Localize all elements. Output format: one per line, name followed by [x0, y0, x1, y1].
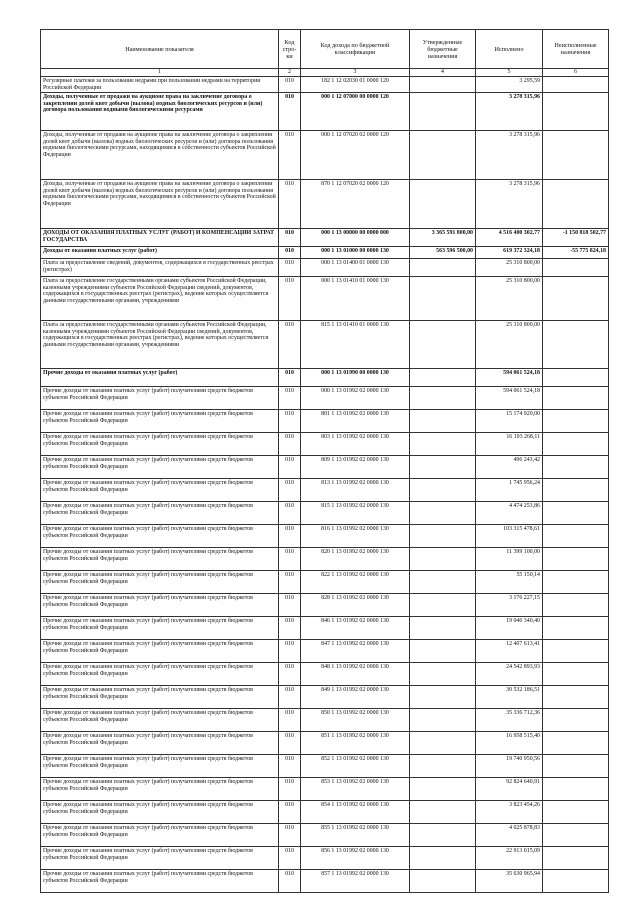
row-line-code: 010	[279, 321, 301, 369]
row-executed-amount: 19 046 340,40	[476, 617, 543, 640]
table-row	[41, 410, 609, 433]
row-line-code: 010	[279, 229, 301, 247]
row-approved-amount	[410, 778, 476, 801]
header-code: Код стро-ки	[279, 30, 301, 69]
table-row	[41, 686, 609, 709]
row-line-code: 010	[279, 479, 301, 502]
row-approved-amount	[410, 433, 476, 456]
row-name: Прочие доходы от оказания платных услуг (работ) получателями средств бюджетов субъектов Российской Федерации	[41, 548, 279, 571]
row-name: Прочие доходы от оказания платных услуг (работ) получателями средств бюджетов субъектов Российской Федерации	[41, 824, 279, 847]
row-approved-amount	[410, 686, 476, 709]
row-budget-code: 854 1 13 01992 02 0000 130	[301, 801, 410, 824]
row-approved-amount	[410, 640, 476, 663]
table-row	[41, 77, 609, 93]
row-executed-amount: 594 061 524,18	[476, 387, 543, 410]
row-line-code: 010	[279, 502, 301, 525]
row-budget-code: 801 1 13 01992 02 0000 130	[301, 410, 410, 433]
row-remaining-amount	[543, 259, 609, 277]
row-budget-code: 000 1 13 00000 00 0000 000	[301, 229, 410, 247]
table-row	[41, 571, 609, 594]
row-line-code: 010	[279, 778, 301, 801]
table-row	[41, 847, 609, 870]
row-name: Прочие доходы от оказания платных услуг (работ) получателями средств бюджетов субъектов Российской Федерации	[41, 870, 279, 893]
row-line-code: 010	[279, 369, 301, 387]
row-remaining-amount	[543, 93, 609, 131]
row-remaining-amount	[543, 321, 609, 369]
row-remaining-amount	[543, 369, 609, 387]
table-row	[41, 824, 609, 847]
row-name: Плата за предоставление государственными органами субъектов Российской Федерации, казенными учреждениями субъектов Российской Федерации сведений, документов, содержащихся в государственных реестрах (регистрах), ведение которых осуществляется данными государственными органами, учреждениями	[41, 321, 279, 369]
row-line-code: 010	[279, 456, 301, 479]
row-approved-amount	[410, 525, 476, 548]
table-row	[41, 433, 609, 456]
row-name: Прочие доходы от оказания платных услуг (работ) получателями средств бюджетов субъектов Российской Федерации	[41, 571, 279, 594]
table-body	[41, 77, 609, 893]
row-name: Прочие доходы от оказания платных услуг (работ) получателями средств бюджетов субъектов Российской Федерации	[41, 433, 279, 456]
row-remaining-amount	[543, 663, 609, 686]
row-budget-code: 847 1 13 01992 02 0000 130	[301, 640, 410, 663]
row-executed-amount: 35 336 712,36	[476, 709, 543, 732]
row-approved-amount	[410, 479, 476, 502]
row-remaining-amount	[543, 778, 609, 801]
row-line-code: 010	[279, 131, 301, 180]
row-budget-code: 000 1 12 07020 02 0000 120	[301, 131, 410, 180]
row-executed-amount: 19 740 950,56	[476, 755, 543, 778]
row-line-code: 010	[279, 93, 301, 131]
table-row	[41, 93, 609, 131]
table-row	[41, 594, 609, 617]
row-executed-amount: 594 061 524,18	[476, 369, 543, 387]
row-budget-code: 822 1 13 01992 02 0000 130	[301, 571, 410, 594]
row-remaining-amount	[543, 180, 609, 229]
row-approved-amount	[410, 847, 476, 870]
row-remaining-amount	[543, 525, 609, 548]
row-line-code: 010	[279, 640, 301, 663]
row-budget-code: 000 1 13 01400 01 0000 130	[301, 259, 410, 277]
row-approved-amount: 563 596 500,00	[410, 247, 476, 259]
row-budget-code: 857 1 13 01992 02 0000 130	[301, 870, 410, 893]
table-row	[41, 387, 609, 410]
table-row	[41, 640, 609, 663]
column-number: 5	[476, 69, 543, 77]
row-name: Доходы, полученные от продажи на аукционе права на заключение договора о закреплении долей квот добычи (вылова) водных биологических ресурсов и (или) договора пользования водными биологическими ресурсами, находящимися в собственности субъектов Российской Федерации	[41, 180, 279, 229]
row-executed-amount: 16 193 268,11	[476, 433, 543, 456]
table-row	[41, 870, 609, 893]
row-approved-amount	[410, 870, 476, 893]
row-name: ДОХОДЫ ОТ ОКАЗАНИЯ ПЛАТНЫХ УСЛУГ (РАБОТ) И КОМПЕНСАЦИИ ЗАТРАТ ГОСУДАРСТВА	[41, 229, 279, 247]
row-remaining-amount	[543, 824, 609, 847]
row-name: Прочие доходы от оказания платных услуг (работ) получателями средств бюджетов субъектов Российской Федерации	[41, 709, 279, 732]
row-budget-code: 182 1 12 02030 01 0000 120	[301, 77, 410, 93]
row-line-code: 010	[279, 548, 301, 571]
row-executed-amount: 11 399 100,00	[476, 548, 543, 571]
row-line-code: 010	[279, 755, 301, 778]
row-approved-amount	[410, 824, 476, 847]
table-row	[41, 131, 609, 180]
header-plan: Утвержденные бюджетные назначения	[410, 30, 476, 69]
row-budget-code: 870 1 12 07020 02 0000 120	[301, 180, 410, 229]
header-exec: Исполнено	[476, 30, 543, 69]
row-line-code: 010	[279, 571, 301, 594]
row-remaining-amount	[543, 617, 609, 640]
row-remaining-amount	[543, 847, 609, 870]
row-approved-amount	[410, 571, 476, 594]
table-row	[41, 456, 609, 479]
row-line-code: 010	[279, 277, 301, 321]
row-approved-amount	[410, 594, 476, 617]
row-executed-amount: 3 278 315,96	[476, 180, 543, 229]
row-approved-amount	[410, 732, 476, 755]
row-name: Доходы, полученные от продажи на аукционе права на заключение договора о закреплении долей квот добычи (вылова) водных биологических ресурсов и (или) договора пользования водными биологическими ресурсами, находящимися в собственности субъектов Российской Федерации	[41, 131, 279, 180]
row-remaining-amount	[543, 277, 609, 321]
table-row	[41, 369, 609, 387]
row-approved-amount	[410, 131, 476, 180]
row-executed-amount: 619 372 324,18	[476, 247, 543, 259]
row-budget-code: 828 1 13 01992 02 0000 130	[301, 594, 410, 617]
table-row	[41, 277, 609, 321]
row-approved-amount	[410, 369, 476, 387]
row-approved-amount	[410, 77, 476, 93]
row-executed-amount: 4 516 400 302,77	[476, 229, 543, 247]
table-row	[41, 617, 609, 640]
row-remaining-amount	[543, 686, 609, 709]
row-executed-amount: 16 958 515,40	[476, 732, 543, 755]
row-executed-amount: 25 310 800,00	[476, 321, 543, 369]
table-row	[41, 502, 609, 525]
row-name: Прочие доходы от оказания платных услуг (работ)	[41, 369, 279, 387]
row-budget-code: 851 1 13 01992 02 0000 130	[301, 732, 410, 755]
row-approved-amount	[410, 617, 476, 640]
row-remaining-amount: -55 775 824,18	[543, 247, 609, 259]
row-name: Прочие доходы от оказания платных услуг (работ) получателями средств бюджетов субъектов Российской Федерации	[41, 801, 279, 824]
row-remaining-amount	[543, 709, 609, 732]
table-row	[41, 180, 609, 229]
row-executed-amount: 25 310 800,00	[476, 277, 543, 321]
row-approved-amount	[410, 410, 476, 433]
row-approved-amount	[410, 93, 476, 131]
row-executed-amount: 4 474 253,86	[476, 502, 543, 525]
row-approved-amount	[410, 502, 476, 525]
row-name: Прочие доходы от оказания платных услуг (работ) получателями средств бюджетов субъектов Российской Федерации	[41, 525, 279, 548]
row-approved-amount	[410, 456, 476, 479]
row-name: Доходы от оказания платных услуг (работ)	[41, 247, 279, 259]
row-line-code: 010	[279, 617, 301, 640]
table-row	[41, 801, 609, 824]
row-remaining-amount	[543, 479, 609, 502]
row-remaining-amount: -1 150 818 502,77	[543, 229, 609, 247]
row-name: Плата за предоставление государственными органами субъектов Российской Федерации, казенными учреждениями субъектов Российской Федерации сведений, документов, содержащихся в государственных реестрах (регистрах), ведение которых осуществляется данными государственными органами, учреждениями	[41, 277, 279, 321]
row-budget-code: 856 1 13 01992 02 0000 130	[301, 847, 410, 870]
row-approved-amount	[410, 801, 476, 824]
table-row	[41, 525, 609, 548]
row-budget-code: 000 1 13 01410 01 0000 130	[301, 277, 410, 321]
table-row	[41, 709, 609, 732]
row-executed-amount: 3 278 315,96	[476, 93, 543, 131]
row-executed-amount: 496 243,42	[476, 456, 543, 479]
row-approved-amount	[410, 709, 476, 732]
row-approved-amount	[410, 663, 476, 686]
table-row	[41, 663, 609, 686]
row-line-code: 010	[279, 247, 301, 259]
table-row	[41, 259, 609, 277]
row-name: Прочие доходы от оказания платных услуг (работ) получателями средств бюджетов субъектов Российской Федерации	[41, 640, 279, 663]
row-name: Прочие доходы от оказания платных услуг (работ) получателями средств бюджетов субъектов Российской Федерации	[41, 594, 279, 617]
row-executed-amount: 15 174 920,00	[476, 410, 543, 433]
row-remaining-amount	[543, 755, 609, 778]
row-approved-amount	[410, 277, 476, 321]
column-number: 1	[41, 69, 279, 77]
row-budget-code: 000 1 12 07000 00 0000 120	[301, 93, 410, 131]
header-kbk: Код дохода по бюджетной классификации	[301, 30, 410, 69]
row-name: Прочие доходы от оказания платных услуг (работ) получателями средств бюджетов субъектов Российской Федерации	[41, 410, 279, 433]
revenue-table	[40, 29, 609, 893]
row-budget-code: 809 1 13 01992 02 0000 130	[301, 456, 410, 479]
table-row	[41, 732, 609, 755]
row-executed-amount: 12 407 613,41	[476, 640, 543, 663]
row-approved-amount: 3 365 591 800,00	[410, 229, 476, 247]
header-name: Наименование показателя	[41, 30, 279, 69]
row-remaining-amount	[543, 640, 609, 663]
row-approved-amount	[410, 387, 476, 410]
row-line-code: 010	[279, 824, 301, 847]
row-line-code: 010	[279, 686, 301, 709]
row-name: Прочие доходы от оказания платных услуг (работ) получателями средств бюджетов субъектов Российской Федерации	[41, 686, 279, 709]
row-budget-code: 846 1 13 01992 02 0000 130	[301, 617, 410, 640]
row-executed-amount: 103 315 478,61	[476, 525, 543, 548]
row-executed-amount: 30 532 186,51	[476, 686, 543, 709]
row-approved-amount	[410, 755, 476, 778]
row-name: Плата за предоставление сведений, документов, содержащихся в государственных реестрах (регистрах)	[41, 259, 279, 277]
row-line-code: 010	[279, 433, 301, 456]
row-budget-code: 848 1 13 01992 02 0000 130	[301, 663, 410, 686]
column-number: 4	[410, 69, 476, 77]
row-executed-amount: 55 150,14	[476, 571, 543, 594]
row-name: Прочие доходы от оказания платных услуг (работ) получателями средств бюджетов субъектов Российской Федерации	[41, 456, 279, 479]
row-executed-amount: 25 310 800,00	[476, 259, 543, 277]
table-row	[41, 548, 609, 571]
row-name: Прочие доходы от оказания платных услуг (работ) получателями средств бюджетов субъектов Российской Федерации	[41, 847, 279, 870]
row-remaining-amount	[543, 131, 609, 180]
row-name: Прочие доходы от оказания платных услуг (работ) получателями средств бюджетов субъектов Российской Федерации	[41, 479, 279, 502]
row-line-code: 010	[279, 594, 301, 617]
table-row	[41, 479, 609, 502]
row-remaining-amount	[543, 387, 609, 410]
row-line-code: 010	[279, 870, 301, 893]
table-row	[41, 755, 609, 778]
row-executed-amount: 1 745 956,24	[476, 479, 543, 502]
row-line-code: 010	[279, 663, 301, 686]
row-budget-code: 849 1 13 01992 02 0000 130	[301, 686, 410, 709]
row-name: Прочие доходы от оказания платных услуг (работ) получателями средств бюджетов субъектов Российской Федерации	[41, 778, 279, 801]
row-remaining-amount	[543, 410, 609, 433]
row-name: Прочие доходы от оказания платных услуг (работ) получателями средств бюджетов субъектов Российской Федерации	[41, 617, 279, 640]
row-line-code: 010	[279, 525, 301, 548]
row-executed-amount: 35 630 965,94	[476, 870, 543, 893]
row-budget-code: 850 1 13 01992 02 0000 130	[301, 709, 410, 732]
header-remain: Неисполненные назначения	[543, 30, 609, 69]
row-executed-amount: 92 824 640,91	[476, 778, 543, 801]
row-name: Прочие доходы от оказания платных услуг (работ) получателями средств бюджетов субъектов Российской Федерации	[41, 755, 279, 778]
row-approved-amount	[410, 259, 476, 277]
row-line-code: 010	[279, 410, 301, 433]
row-line-code: 010	[279, 180, 301, 229]
row-remaining-amount	[543, 502, 609, 525]
row-approved-amount	[410, 321, 476, 369]
row-approved-amount	[410, 180, 476, 229]
table-row	[41, 778, 609, 801]
row-name: Прочие доходы от оказания платных услуг (работ) получателями средств бюджетов субъектов Российской Федерации	[41, 663, 279, 686]
row-budget-code: 853 1 13 01992 02 0000 130	[301, 778, 410, 801]
row-executed-amount: 3 176 227,15	[476, 594, 543, 617]
row-remaining-amount	[543, 77, 609, 93]
row-line-code: 010	[279, 77, 301, 93]
row-remaining-amount	[543, 870, 609, 893]
table-row	[41, 229, 609, 247]
column-number: 2	[279, 69, 301, 77]
row-executed-amount: 3 295,59	[476, 77, 543, 93]
row-approved-amount	[410, 548, 476, 571]
row-budget-code: 816 1 13 01992 02 0000 130	[301, 525, 410, 548]
row-budget-code: 000 1 13 01000 00 0000 130	[301, 247, 410, 259]
row-name: Регулярные платежи за пользование недрами при пользовании недрами на территории Российской Федерации	[41, 77, 279, 93]
row-executed-amount: 22 913 015,09	[476, 847, 543, 870]
table-header	[41, 30, 609, 77]
row-line-code: 010	[279, 387, 301, 410]
row-name: Прочие доходы от оказания платных услуг (работ) получателями средств бюджетов субъектов Российской Федерации	[41, 502, 279, 525]
column-number-row	[41, 69, 609, 77]
row-line-code: 010	[279, 259, 301, 277]
row-budget-code: 000 1 13 01990 00 0000 130	[301, 369, 410, 387]
row-budget-code: 803 1 13 01992 02 0000 130	[301, 433, 410, 456]
row-executed-amount: 3 823 454,26	[476, 801, 543, 824]
table-row	[41, 321, 609, 369]
row-executed-amount: 24 542 893,93	[476, 663, 543, 686]
row-remaining-amount	[543, 571, 609, 594]
row-budget-code: 820 1 13 01992 02 0000 130	[301, 548, 410, 571]
row-remaining-amount	[543, 456, 609, 479]
row-remaining-amount	[543, 548, 609, 571]
row-budget-code: 000 1 13 01992 02 0000 130	[301, 387, 410, 410]
row-remaining-amount	[543, 801, 609, 824]
column-number: 6	[543, 69, 609, 77]
row-line-code: 010	[279, 847, 301, 870]
row-executed-amount: 4 025 878,83	[476, 824, 543, 847]
row-remaining-amount	[543, 594, 609, 617]
row-budget-code: 815 1 13 01410 01 0000 130	[301, 321, 410, 369]
row-remaining-amount	[543, 433, 609, 456]
row-remaining-amount	[543, 732, 609, 755]
row-budget-code: 813 1 13 01992 02 0000 130	[301, 479, 410, 502]
row-executed-amount: 3 278 315,96	[476, 131, 543, 180]
row-line-code: 010	[279, 801, 301, 824]
row-name: Прочие доходы от оказания платных услуг (работ) получателями средств бюджетов субъектов Российской Федерации	[41, 387, 279, 410]
row-line-code: 010	[279, 709, 301, 732]
column-number: 3	[301, 69, 410, 77]
table-row	[41, 247, 609, 259]
row-budget-code: 852 1 13 01992 02 0000 130	[301, 755, 410, 778]
row-line-code: 010	[279, 732, 301, 755]
row-budget-code: 855 1 13 01992 02 0000 130	[301, 824, 410, 847]
row-name: Доходы, полученные от продажи на аукционе права на заключение договора о закреплении долей квот добычи (вылова) водных биологических ресурсов и (или) договора пользования водными биологическими ресурсами	[41, 93, 279, 131]
row-name: Прочие доходы от оказания платных услуг (работ) получателями средств бюджетов субъектов Российской Федерации	[41, 732, 279, 755]
row-budget-code: 815 1 13 01992 02 0000 130	[301, 502, 410, 525]
